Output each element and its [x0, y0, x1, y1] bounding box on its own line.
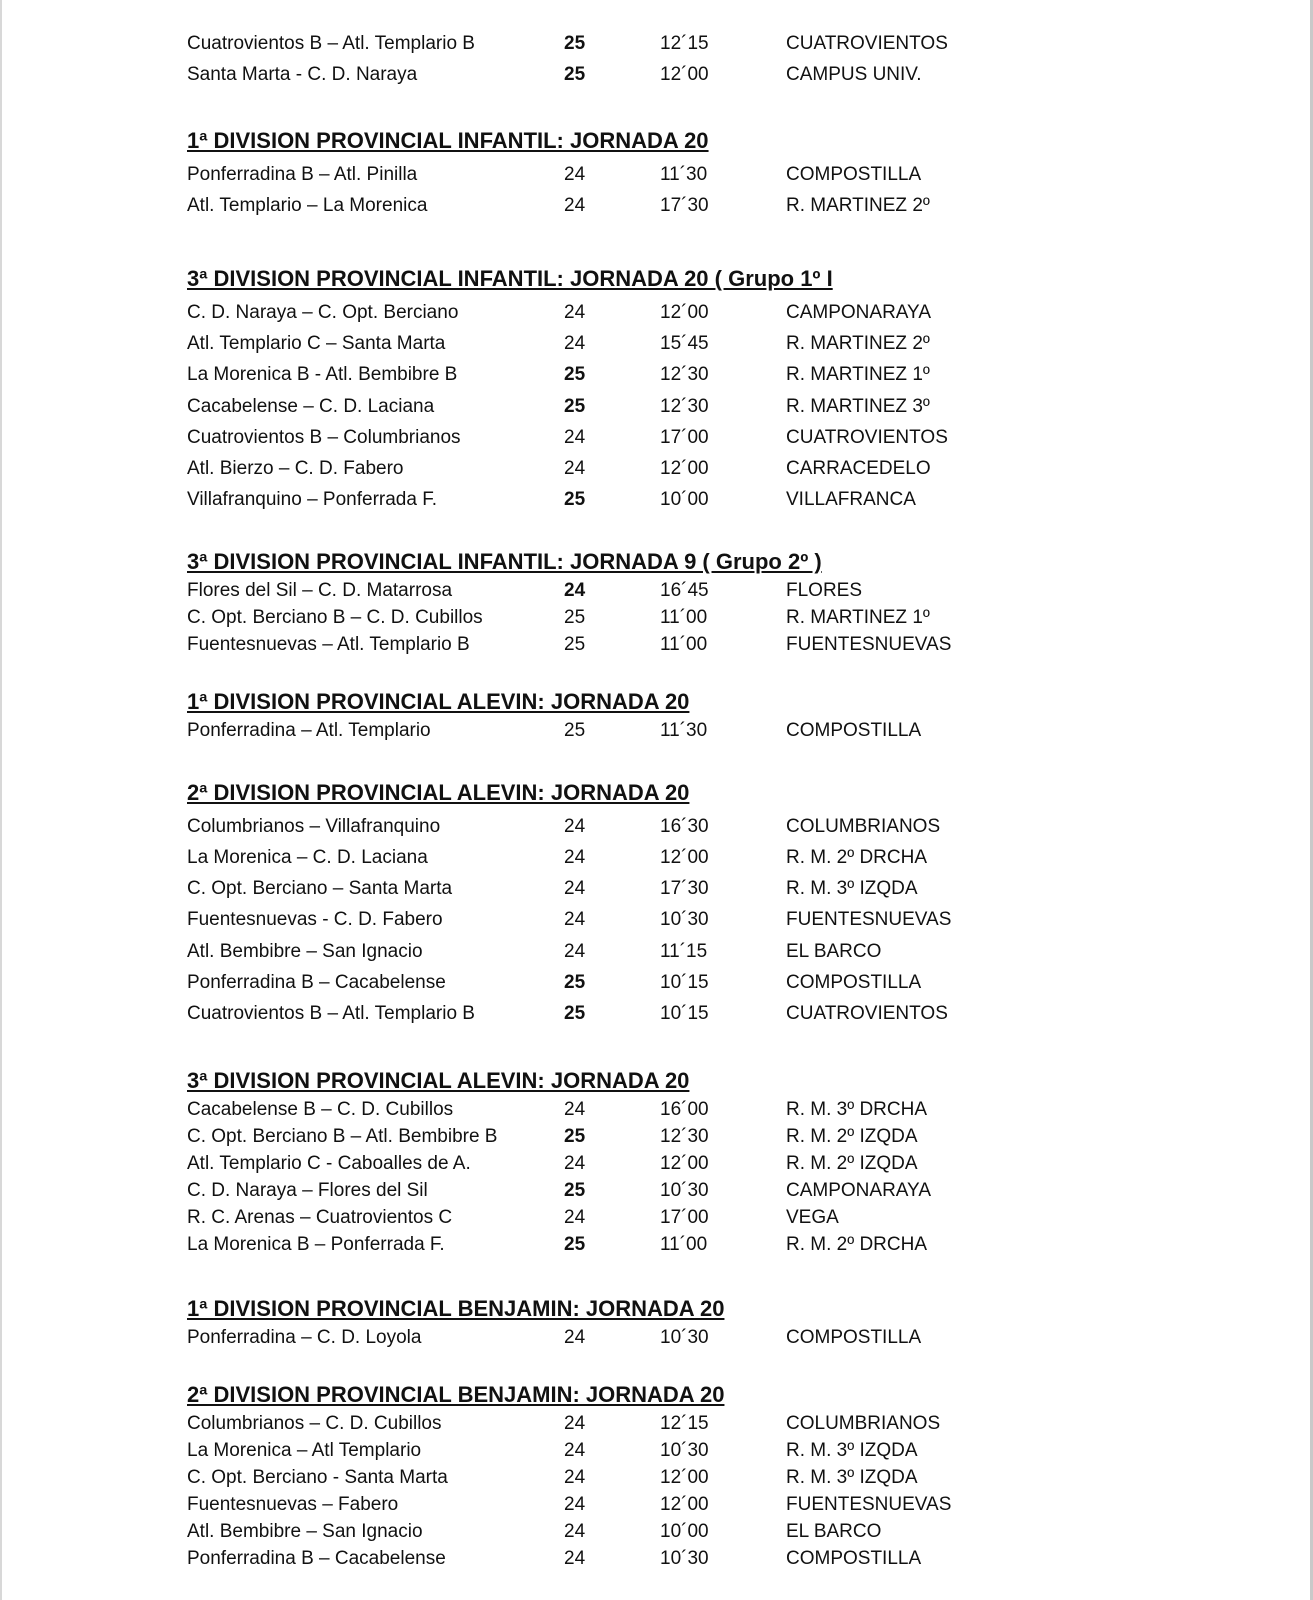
match-teams: Cacabelense B – C. D. Cubillos	[187, 1099, 454, 1120]
section-heading: 1ª DIVISION PROVINCIAL BENJAMIN: JORNADA 20	[187, 1296, 725, 1321]
match-day: 25	[564, 720, 586, 741]
match-venue: R. MARTINEZ 3º	[786, 396, 930, 417]
match-time: 12´00	[660, 458, 709, 479]
match-day: 25	[564, 396, 586, 417]
match-day: 25	[564, 972, 586, 993]
match-time: 11´30	[660, 164, 708, 185]
match-venue: FUENTESNUEVAS	[786, 909, 952, 930]
match-day: 24	[564, 333, 586, 354]
match-day: 24	[564, 164, 586, 185]
match-time: 12´30	[660, 364, 709, 385]
match-day: 25	[564, 1003, 586, 1024]
match-venue: CUATROVIENTOS	[786, 1003, 948, 1024]
match-venue: R. MARTINEZ 2º	[786, 333, 930, 354]
match-day: 25	[564, 1126, 586, 1147]
match-day: 24	[564, 458, 586, 479]
match-venue: COMPOSTILLA	[786, 972, 922, 993]
match-time: 17´00	[660, 427, 709, 448]
match-time: 12´15	[660, 1413, 709, 1434]
match-day: 24	[564, 909, 586, 930]
match-teams: Ponferradina – C. D. Loyola	[187, 1327, 422, 1348]
match-teams: C. Opt. Berciano - Santa Marta	[187, 1467, 448, 1488]
match-day: 25	[564, 1180, 586, 1201]
match-row	[187, 1232, 987, 1258]
match-venue: R. M. 2º IZQDA	[786, 1126, 918, 1147]
section-heading: 3ª DIVISION PROVINCIAL INFANTIL: JORNADA 20 ( Grupo 1º I	[187, 266, 833, 291]
match-day: 24	[564, 847, 586, 868]
match-time: 12´00	[660, 847, 709, 868]
match-row	[187, 1519, 987, 1545]
match-time: 10´30	[660, 1548, 709, 1569]
match-venue: COMPOSTILLA	[786, 1548, 922, 1569]
match-teams: Fuentesnuevas – Atl. Templario B	[187, 634, 470, 655]
match-venue: R. M. 3º IZQDA	[786, 1440, 918, 1461]
match-row	[187, 907, 987, 933]
match-venue: CAMPUS UNIV.	[786, 64, 922, 85]
match-time: 11´00	[660, 607, 708, 628]
match-teams: Ponferradina B – Cacabelense	[187, 1548, 446, 1569]
match-venue: FLORES	[786, 580, 863, 601]
match-time: 12´15	[660, 33, 709, 54]
match-day: 24	[564, 1521, 586, 1542]
match-venue: R. MARTINEZ 2º	[786, 195, 930, 216]
match-row	[187, 1151, 987, 1177]
match-row	[187, 1411, 987, 1437]
match-venue: EL BARCO	[786, 941, 882, 962]
match-venue: COMPOSTILLA	[786, 164, 922, 185]
match-venue: VEGA	[786, 1207, 839, 1228]
match-time: 11´30	[660, 720, 708, 741]
match-time: 12´00	[660, 1153, 709, 1174]
match-teams: La Morenica – C. D. Laciana	[187, 847, 428, 868]
match-day: 24	[564, 1467, 586, 1488]
match-row	[187, 394, 987, 420]
match-teams: Atl. Bierzo – C. D. Fabero	[187, 458, 404, 479]
match-venue: CAMPONARAYA	[786, 302, 931, 323]
match-day: 24	[564, 1440, 586, 1461]
match-teams: R. C. Arenas – Cuatrovientos C	[187, 1207, 453, 1228]
match-day: 24	[564, 1548, 586, 1569]
match-time: 12´00	[660, 1494, 709, 1515]
match-row	[187, 362, 987, 388]
match-teams: Atl. Templario C - Caboalles de A.	[187, 1153, 471, 1174]
match-teams: La Morenica B – Ponferrada F.	[187, 1234, 445, 1255]
match-day: 24	[564, 580, 586, 601]
match-teams: La Morenica B - Atl. Bembibre B	[187, 364, 458, 385]
match-row	[187, 487, 987, 513]
match-teams: Columbrianos – Villafranquino	[187, 816, 441, 837]
match-day: 25	[564, 489, 586, 510]
match-teams: Atl. Bembibre – San Ignacio	[187, 941, 423, 962]
match-row	[187, 331, 987, 357]
match-day: 24	[564, 941, 586, 962]
match-day: 24	[564, 1494, 586, 1515]
match-day: 24	[564, 195, 586, 216]
match-row	[187, 1465, 987, 1491]
match-row	[187, 1001, 987, 1027]
match-teams: Ponferradina B – Atl. Pinilla	[187, 164, 418, 185]
section-heading: 3ª DIVISION PROVINCIAL ALEVIN: JORNADA 20	[187, 1068, 690, 1093]
match-venue: EL BARCO	[786, 1521, 882, 1542]
match-venue: R. M. 2º DRCHA	[786, 847, 928, 868]
match-time: 10´30	[660, 1180, 709, 1201]
match-venue: COLUMBRIANOS	[786, 1413, 941, 1434]
match-time: 12´00	[660, 64, 709, 85]
match-teams: C. Opt. Berciano – Santa Marta	[187, 878, 453, 899]
match-teams: Cuatrovientos B – Atl. Templario B	[187, 33, 475, 54]
match-row	[187, 1124, 987, 1150]
match-row	[187, 1492, 987, 1518]
match-teams: Fuentesnuevas – Fabero	[187, 1494, 399, 1515]
match-teams: Fuentesnuevas - C. D. Fabero	[187, 909, 443, 930]
match-venue: VILLAFRANCA	[786, 489, 916, 510]
match-row	[187, 1178, 987, 1204]
match-teams: Atl. Bembibre – San Ignacio	[187, 1521, 423, 1542]
match-venue: COMPOSTILLA	[786, 1327, 922, 1348]
match-time: 10´30	[660, 909, 709, 930]
match-teams: Columbrianos – C. D. Cubillos	[187, 1413, 442, 1434]
match-venue: CUATROVIENTOS	[786, 427, 948, 448]
match-time: 15´45	[660, 333, 709, 354]
match-teams: Villafranquino – Ponferrada F.	[187, 489, 437, 510]
match-time: 17´00	[660, 1207, 709, 1228]
match-teams: Cuatrovientos B – Columbrianos	[187, 427, 461, 448]
match-row	[187, 456, 987, 482]
match-time: 10´15	[660, 1003, 709, 1024]
match-day: 25	[564, 33, 586, 54]
match-venue: R. MARTINEZ 1º	[786, 364, 930, 385]
match-row	[187, 425, 987, 451]
match-teams: Ponferradina B – Cacabelense	[187, 972, 446, 993]
match-time: 11´00	[660, 634, 708, 655]
section-heading: 2ª DIVISION PROVINCIAL ALEVIN: JORNADA 20	[187, 780, 690, 805]
match-day: 25	[564, 634, 586, 655]
match-venue: COLUMBRIANOS	[786, 816, 941, 837]
match-row	[187, 300, 987, 326]
match-row	[187, 1546, 987, 1572]
match-day: 25	[564, 364, 586, 385]
match-venue: FUENTESNUEVAS	[786, 1494, 952, 1515]
match-teams: C. Opt. Berciano B – Atl. Bembibre B	[187, 1126, 498, 1147]
match-teams: C. D. Naraya – C. Opt. Berciano	[187, 302, 459, 323]
match-teams: Flores del Sil – C. D. Matarrosa	[187, 580, 453, 601]
match-time: 12´30	[660, 396, 709, 417]
match-venue: COMPOSTILLA	[786, 720, 922, 741]
match-schedule-document	[187, 0, 1237, 1600]
match-teams: C. D. Naraya – Flores del Sil	[187, 1180, 428, 1201]
match-day: 24	[564, 1207, 586, 1228]
match-day: 25	[564, 607, 586, 628]
match-time: 11´00	[660, 1234, 708, 1255]
match-row	[187, 1438, 987, 1464]
match-row	[187, 1205, 987, 1231]
match-venue: R. M. 3º IZQDA	[786, 878, 918, 899]
match-time: 12´30	[660, 1126, 709, 1147]
match-teams: Atl. Templario C – Santa Marta	[187, 333, 446, 354]
section-heading: 1ª DIVISION PROVINCIAL ALEVIN: JORNADA 20	[187, 689, 690, 714]
match-day: 24	[564, 302, 586, 323]
match-time: 10´00	[660, 489, 709, 510]
match-row	[187, 1325, 987, 1351]
match-venue: R. M. 2º IZQDA	[786, 1153, 918, 1174]
match-row	[187, 31, 987, 57]
match-day: 25	[564, 1234, 586, 1255]
section-heading: 1ª DIVISION PROVINCIAL INFANTIL: JORNADA 20	[187, 128, 709, 153]
match-venue: R. MARTINEZ 1º	[786, 607, 930, 628]
match-time: 12´00	[660, 1467, 709, 1488]
match-day: 24	[564, 1153, 586, 1174]
match-time: 17´30	[660, 878, 709, 899]
match-day: 24	[564, 1413, 586, 1434]
section-heading: 3ª DIVISION PROVINCIAL INFANTIL: JORNADA 9 ( Grupo 2º )	[187, 549, 822, 574]
match-row	[187, 1097, 987, 1123]
match-time: 12´00	[660, 302, 709, 323]
match-time: 16´45	[660, 580, 709, 601]
match-day: 24	[564, 427, 586, 448]
match-teams: Ponferradina – Atl. Templario	[187, 720, 431, 741]
match-row	[187, 718, 987, 744]
match-teams: La Morenica – Atl Templario	[187, 1440, 422, 1461]
match-time: 16´00	[660, 1099, 709, 1120]
match-venue: R. M. 2º DRCHA	[786, 1234, 928, 1255]
match-row	[187, 876, 987, 902]
match-time: 10´30	[660, 1327, 709, 1348]
match-row	[187, 578, 987, 604]
match-day: 25	[564, 64, 586, 85]
match-teams: Cuatrovientos B – Atl. Templario B	[187, 1003, 475, 1024]
match-row	[187, 632, 987, 658]
match-row	[187, 605, 987, 631]
match-time: 10´00	[660, 1521, 709, 1542]
match-venue: FUENTESNUEVAS	[786, 634, 952, 655]
match-teams: Cacabelense – C. D. Laciana	[187, 396, 435, 417]
match-teams: Atl. Templario – La Morenica	[187, 195, 428, 216]
match-day: 24	[564, 1099, 586, 1120]
match-teams: Santa Marta - C. D. Naraya	[187, 64, 418, 85]
match-venue: R. M. 3º DRCHA	[786, 1099, 928, 1120]
match-venue: CARRACEDELO	[786, 458, 931, 479]
match-day: 24	[564, 1327, 586, 1348]
match-day: 24	[564, 878, 586, 899]
match-row	[187, 939, 987, 965]
match-row	[187, 193, 987, 219]
match-day: 24	[564, 816, 586, 837]
match-teams: C. Opt. Berciano B – C. D. Cubillos	[187, 607, 483, 628]
match-time: 10´15	[660, 972, 709, 993]
match-time: 11´15	[660, 941, 708, 962]
section-heading: 2ª DIVISION PROVINCIAL BENJAMIN: JORNADA 20	[187, 1382, 725, 1407]
match-row	[187, 970, 987, 996]
match-row	[187, 162, 987, 188]
match-time: 10´30	[660, 1440, 709, 1461]
match-time: 17´30	[660, 195, 709, 216]
match-venue: R. M. 3º IZQDA	[786, 1467, 918, 1488]
page-left-edge	[0, 0, 2, 1600]
match-venue: CAMPONARAYA	[786, 1180, 931, 1201]
match-row	[187, 814, 987, 840]
match-row	[187, 62, 987, 88]
match-venue: CUATROVIENTOS	[786, 33, 948, 54]
match-time: 16´30	[660, 816, 709, 837]
match-row	[187, 845, 987, 871]
